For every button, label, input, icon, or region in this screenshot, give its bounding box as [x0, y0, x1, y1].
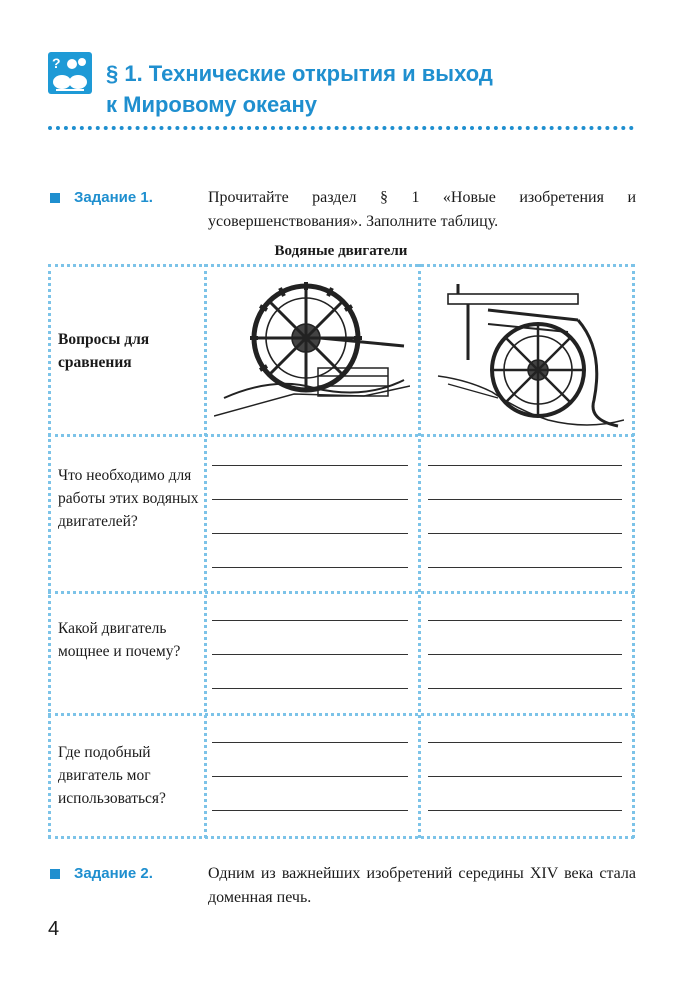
overshot-waterwheel-icon: [428, 280, 624, 430]
title-line-2: к Мировому океану: [106, 92, 318, 117]
answer-line[interactable]: [428, 465, 622, 466]
table-border-right: [632, 264, 635, 838]
answer-line[interactable]: [428, 499, 622, 500]
answer-line[interactable]: [212, 810, 408, 811]
answer-line[interactable]: [212, 776, 408, 777]
page-title: [106, 58, 626, 120]
table-row-divider: [48, 713, 634, 716]
answer-line[interactable]: [212, 742, 408, 743]
answer-line[interactable]: [212, 465, 408, 466]
table-col-divider: [204, 264, 207, 838]
table-col-divider: [418, 264, 421, 838]
task-1-label: Задание 1.: [74, 189, 153, 206]
answer-line[interactable]: [212, 620, 408, 621]
undershot-waterwheel-icon: [214, 276, 410, 426]
task-1-text: Прочитайте раздел § 1 «Новые изобретения и усовершенствования». Заполните таблицу.: [208, 189, 636, 230]
task-2: [48, 862, 638, 910]
answer-line[interactable]: [212, 567, 408, 568]
page-number: 4: [48, 918, 60, 940]
task-marker-icon: [50, 869, 60, 879]
task-2-label: Задание 2.: [74, 865, 153, 882]
section-logo-icon: [48, 52, 92, 94]
answer-line[interactable]: [212, 654, 408, 655]
answer-line[interactable]: [428, 567, 622, 568]
table-caption: Водяные двигатели: [274, 243, 408, 259]
answer-line[interactable]: [212, 688, 408, 689]
answer-line[interactable]: [428, 654, 622, 655]
answer-line[interactable]: [428, 620, 622, 621]
task-2-text: Одним из важнейших изобретений середины XIV века стала доменная печь.: [208, 865, 636, 906]
table-row-divider: [48, 591, 634, 594]
table-border-bottom: [48, 836, 634, 839]
title-line-1: § 1. Технические открытия и выход: [106, 61, 493, 86]
answer-line[interactable]: [428, 810, 622, 811]
answer-line[interactable]: [212, 499, 408, 500]
answer-line[interactable]: [428, 776, 622, 777]
answer-line[interactable]: [428, 533, 622, 534]
table-border-top: [48, 264, 634, 267]
title-divider: [48, 126, 634, 130]
table-border-left: [48, 264, 51, 838]
task-1: [48, 186, 638, 234]
row-question-3: Где подобный двигатель мог использоваться?: [58, 744, 166, 807]
header-questions-label: Вопросы для сравнения: [58, 331, 150, 371]
table-row-divider: [48, 434, 634, 437]
task-marker-icon: [50, 193, 60, 203]
svg-text:?: ?: [52, 55, 61, 71]
row-question-1: Что необходимо для работы этих водяных двигателей?: [58, 467, 199, 530]
answer-line[interactable]: [428, 688, 622, 689]
answer-line[interactable]: [428, 742, 622, 743]
answer-line[interactable]: [212, 533, 408, 534]
row-question-2: Какой двигатель мощнее и почему?: [58, 620, 181, 660]
